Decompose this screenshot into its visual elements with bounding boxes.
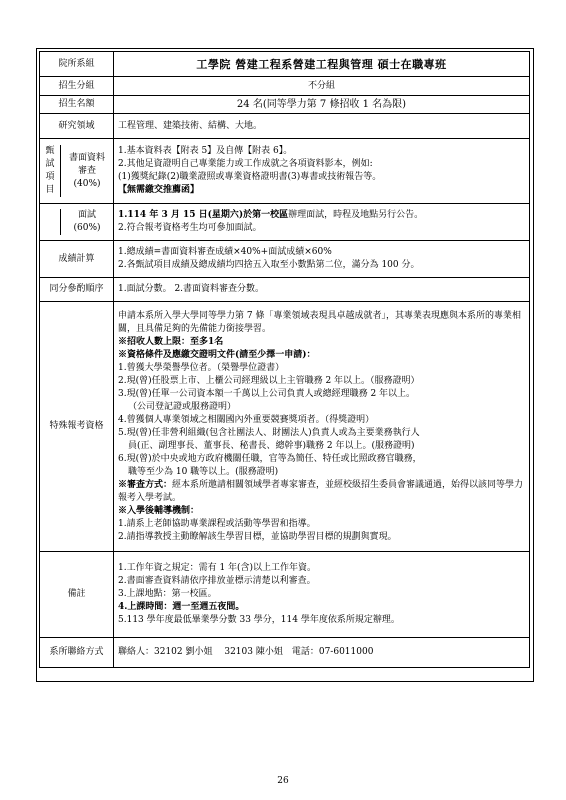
doc-review-line: (1)獲獎紀錄(2)職業證照或專業資格證明書(3)專書或技術報告等。 [118,172,382,182]
special-counsel-item: 1.請系上老師協助專業課程或活動等學習和指導。 [118,518,316,529]
special-item: 4.曾獲個人專業領域之相關國內外重要競賽獎項者。（得獎證明） [118,414,375,425]
doc-review-line: 1.基本資料表【附表 5】及自傳【附表 6】。 [118,146,293,156]
scoring-line: 1.總成績=書面資料審查成績×40%+面試成績×60% [118,247,332,257]
special-item: 3.現(曾)任單一公司資本額一千萬以上公司負責人或總經理職務 2 年以上。 [118,388,416,399]
scoring-line: 2.各甄試項目成績及總成績均四捨五入取至小數點第二位，滿分為 100 分。 [118,260,420,270]
quota-value: 24 名(同等學力第 7 條招收 1 名為限) [114,96,530,114]
special-content [114,302,530,552]
quota-label: 招生名額 [40,96,114,114]
doc-review-label-1: 書面資料 [68,152,105,163]
doc-review-label-2: 審查 [77,165,96,176]
doc-review-line: 2.其他足資證明自己專業能力或工作成就之各項資料影本，例如: [118,159,373,169]
special-quota: ※招收人數上限：至多1名 [118,336,224,347]
row-doc-review [40,139,530,204]
special-item: 1.曾獲大學榮譽學位者。（榮譽學位證書） [118,362,285,373]
special-review-text: 經本系所邀請相關領域學者專家審查，並經校級招生委員會審議通過，始得以該同等學力報考入學考試。 [118,479,524,503]
dept-label: 院所系組 [40,52,114,77]
research-value: 工程管理、建築技術、結構、大地。 [114,114,530,139]
notes-label: 備註 [40,552,114,638]
contact-value: 聯絡人：32102 劉小姐 32103 陳小姐 電話：07-6011000 [114,638,530,668]
row-scoring [40,241,530,278]
doc-review-weight: (40%) [73,178,101,189]
admission-info-table [39,51,530,668]
exam-items-label: 甄試項目 [45,146,55,195]
special-label: 特殊報考資格 [40,302,114,552]
interview-content [114,204,530,241]
row-interview [40,204,530,241]
interview-date: 1.114 年 3 月 15 日(星期六)於第一校區 [118,210,289,220]
page-number: 26 [277,776,289,786]
row-special [40,302,530,552]
tiebreak-value: 1.面試分數。 2.書面資料審查分數。 [114,278,530,302]
special-review-title: ※審查方式： [118,479,173,490]
research-label: 研究領域 [40,114,114,139]
notes-content [114,552,530,638]
doc-review-note: 【無需繳交推薦函】 [118,185,200,195]
row-tiebreak [40,278,530,302]
special-item: 員(正、副理事長、董事長、秘書長、總幹事)職務 2 年以上。(服務證明) [128,440,415,451]
row-quota [40,96,530,114]
division-label: 招生分組 [40,77,114,96]
row-notes [40,552,530,638]
special-item: 5.現(曾)任非營利組織(包含社團法人、財團法人)負責人或為主要業務執行人 [118,427,420,438]
doc-review-content [114,139,530,204]
contact-label: 系所聯絡方式 [40,638,114,668]
special-item: （公司登記證或服務證明） [128,401,237,412]
scoring-content [114,241,530,278]
notes-line: 3.上課地點：第一校區。 [118,589,217,599]
row-contact [40,638,530,668]
special-item: 2.現(曾)任股票上市、上櫃公司經理級以上主管職務 2 年以上。（服務證明） [118,375,420,386]
special-item: 6.現(曾)於中央或地方政府機關任職，官等為簡任、特任或比照政務官職務， [118,453,422,464]
special-counsel-item: 2.請指導教授主動瞭解該生學習目標，並協助學習目標的規劃與實現。 [118,531,397,542]
scoring-label: 成績計算 [40,241,114,278]
special-intro: 申請本系所入學大學同等學力第 7 條「專業領域表現具卓越成就者」，其專業表現應與本系所的專業相關，且具備足夠的先備能力銜接學習。 [118,310,521,334]
tiebreak-label: 同分參酌順序 [40,278,114,302]
interview-date-rest: 辦理面試，時程及地點另行公告。 [288,210,424,220]
notes-line: 4.上課時間：週一至週五夜間。 [118,602,245,612]
special-item: 職等至少為 10 職等以上。(服務證明) [128,466,279,477]
row-division [40,77,530,96]
notes-line: 1.工作年資之規定：需有 1 年(含)以上工作年資。 [118,563,317,573]
interview-line-2: 2.符合報考資格考生均可參加面試。 [118,223,262,233]
special-docs-header: ※資格條件及應繳交證明文件(請至少擇一申請)： [118,349,316,360]
interview-label: 面試 [77,210,96,220]
row-research [40,114,530,139]
interview-weight: (60%) [73,223,101,233]
division-value: 不分組 [114,77,530,96]
special-counsel-header: ※入學後輔導機制： [118,505,200,516]
dept-value: 工學院 營建工程系營建工程與管理 碩士在職專班 [114,52,530,77]
notes-line: 5.113 學年度最低畢業學分數 33 學分，114 學年度依系所規定辦理。 [118,615,400,625]
row-dept [40,52,530,77]
notes-line: 2.書面審查資料請依序排放並標示清楚以利審查。 [118,576,316,586]
